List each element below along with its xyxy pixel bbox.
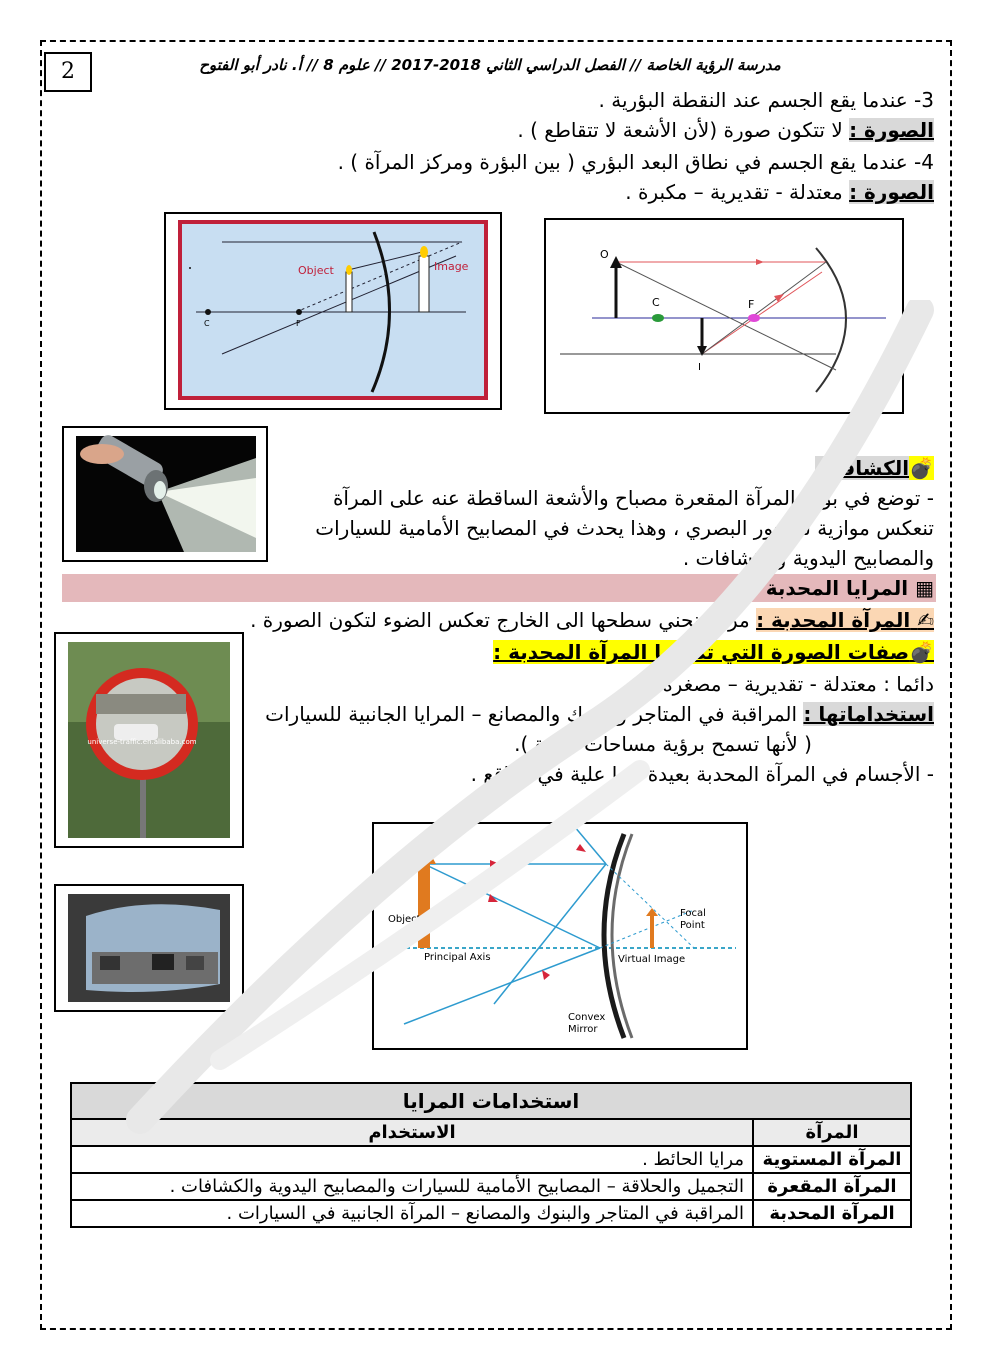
table-header-mirror: المرآة	[753, 1119, 911, 1146]
flashlight-photo	[62, 426, 268, 562]
diagram1-f-label: F	[296, 319, 301, 328]
flashlights-line2: تنعكس موازية للمحور البصري ، وهذا يحدث في المصابيح الأمامية للسيارات	[315, 516, 934, 540]
diagram3-convex-mirror: Convex Mirror	[568, 1012, 606, 1035]
grid-icon: ▦	[915, 576, 934, 600]
convex-props-title-wrap	[493, 640, 934, 664]
diagram3-principal-axis: Principal Axis	[424, 952, 491, 963]
table-cell-mirror: المرآة المستوية	[753, 1146, 911, 1173]
table-row	[71, 1200, 911, 1227]
convex-props-title: صفات الصورة التي تكونها المرآة المحدبة :	[493, 640, 910, 664]
convex-def-line	[250, 608, 934, 632]
concave-diagram2-svg	[546, 220, 902, 412]
table-title: استخدامات المرايا	[71, 1083, 911, 1119]
convex-section-title-line	[766, 576, 934, 600]
flashlight-svg	[64, 428, 266, 560]
diagram3-object-label: Object	[388, 914, 421, 925]
convex-uses-reason: ( لأنها تسمح برؤية مساحات كبيرة ).	[514, 732, 812, 756]
case3-image-text: لا تتكون صورة (لأن الأشعة لا تتقاطع ) .	[517, 118, 850, 142]
convex-uses-line	[265, 702, 934, 726]
concave-diagram-virtual	[164, 212, 502, 410]
page-header: مدرسة الرؤية الخاصة // الفصل الدراسي الثاني 2018-2017 // علوم 8 // أ. نادر أبو الفتوح	[199, 56, 781, 74]
case4-image-line	[625, 180, 934, 204]
concave-diagram-svg	[166, 214, 500, 408]
table-row	[71, 1173, 911, 1200]
bomb-icon: 💣	[909, 456, 934, 480]
diagram1-object-label: Object	[298, 264, 334, 277]
case3-text: 3- عندما يقع الجسم عند النقطة البؤرية .	[598, 88, 934, 112]
convex-section-title: المرايا المحدبة	[765, 576, 909, 600]
page-number: 2	[44, 52, 92, 92]
table-header-use: الاستخدام	[71, 1119, 753, 1146]
mirror-photo-caption: universe-traffic.en.alibaba.com	[87, 738, 197, 746]
case3-image-label: الصورة :	[849, 118, 934, 142]
car-mirror-svg	[56, 886, 242, 1010]
flashlights-title-line	[815, 456, 934, 480]
diagram2-f-label: F	[748, 298, 755, 311]
convex-uses-label: استخداماتها :	[803, 702, 934, 726]
case4-image-label: الصورة :	[849, 180, 934, 204]
car-mirror-photo	[54, 884, 244, 1012]
concave-diagram-real	[544, 218, 904, 414]
convex-props-text: دائما : معتدلة - تقديرية – مصغرة .	[649, 672, 934, 696]
bomb-icon-2: 💣	[909, 640, 934, 664]
diagram3-focal-point: Focal Point	[680, 908, 706, 931]
diagram3-virtual-image: Virtual Image	[618, 954, 686, 965]
pencil-icon: ✍	[917, 608, 934, 632]
convex-note: - الأجسام في المرآة المحدبة بعيدة عما علية في الواقع .	[470, 762, 934, 786]
convex-def-text: مرآة ينحني سطحها الى الخارج تعكس الضوء لتكون الصورة .	[250, 608, 757, 632]
case4-image-text: معتدلة - تقديرية – مكبرة .	[625, 180, 850, 204]
case4-text: 4- عندما يقع الجسم في نطاق البعد البؤري ( بين البؤرة ومركز المرآة ) .	[337, 150, 934, 174]
table-cell-mirror: المرآة المحدبة	[753, 1200, 911, 1227]
convex-ray-diagram	[372, 822, 748, 1050]
convex-props-title-line	[493, 640, 934, 664]
table-cell-use: مرايا الحائط .	[71, 1146, 753, 1173]
diagram1-c-label: C	[204, 319, 210, 328]
convex-diagram-svg	[374, 824, 746, 1048]
mirror-uses-table	[70, 1082, 912, 1228]
diagram2-o-label: O	[600, 248, 609, 261]
convex-uses-text: المراقبة في المتاجر والبنوك والمصانع – المرايا الجانبية للسيارات	[265, 702, 804, 726]
diagram1-image-label: Image	[434, 260, 469, 273]
flashlights-line1: - توضع في بؤرة المرآة المقعرة مصباح والأشعة الساقطة عنه على المرآة	[332, 486, 934, 510]
convex-mirror-svg	[56, 634, 242, 846]
flashlights-line3: والمصابيح اليدوية والكشافات .	[682, 546, 934, 570]
table-row	[71, 1146, 911, 1173]
diagram2-i-label: I	[698, 362, 701, 373]
flashlights-title: الكشافات	[814, 456, 910, 480]
convex-mirror-photo	[54, 632, 244, 848]
table-cell-mirror: المرآة المقعرة	[753, 1173, 911, 1200]
convex-def-label-wrap	[756, 608, 934, 632]
table-cell-use: المراقبة في المتاجر والبنوك والمصانع – المرآة الجانبية في السيارات .	[71, 1200, 753, 1227]
table-cell-use: التجميل والحلاقة – المصابيح الأمامية للسيارات والمصابيح اليدوية والكشافات .	[71, 1173, 753, 1200]
case3-image-line	[517, 118, 934, 142]
diagram2-c-label: C	[652, 296, 660, 309]
convex-def-label: المرآة المحدبة :	[756, 608, 911, 632]
